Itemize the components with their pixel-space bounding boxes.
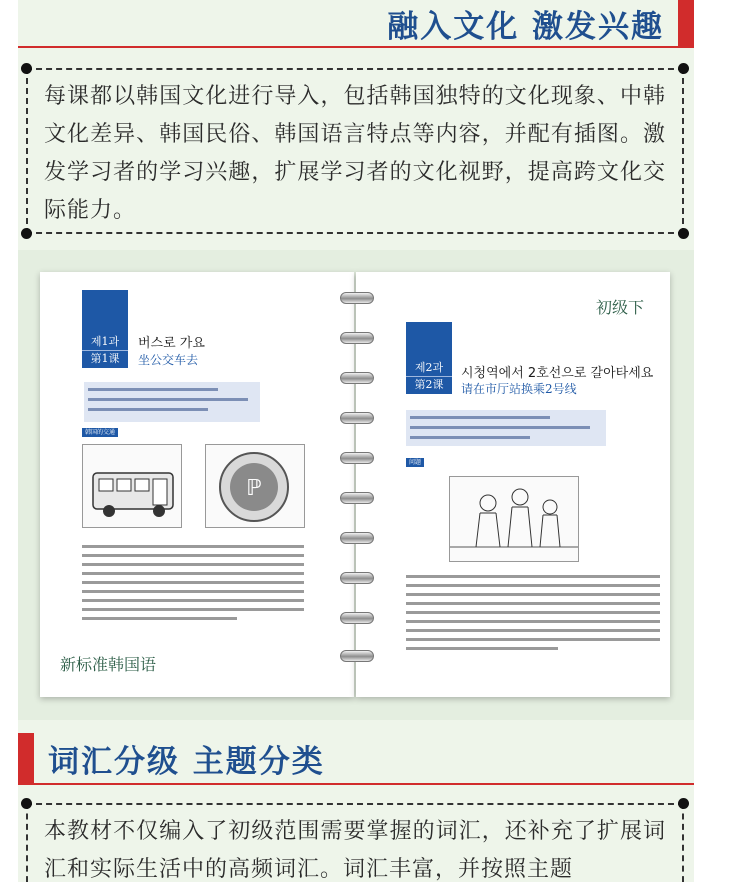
section-tag: 韩国的交通 xyxy=(82,428,118,437)
lesson-number-ko: 제2과 xyxy=(406,356,452,377)
subway-scene-illustration xyxy=(449,476,579,562)
corner-dot xyxy=(678,228,689,239)
lesson-number-zh: 第1课 xyxy=(90,352,120,365)
lesson-title-ko: 시청역에서 2호선으로 갈아타세요 xyxy=(461,366,654,381)
lesson-info-block xyxy=(406,410,606,446)
book-series-title: 新标准韩国语 xyxy=(60,655,157,674)
lesson-number-zh: 第2课 xyxy=(414,378,444,391)
corner-dot xyxy=(21,228,32,239)
lesson-info-block xyxy=(84,382,260,422)
lesson-title-zh: 坐公交车去 xyxy=(138,353,199,367)
corner-dot xyxy=(678,798,689,809)
section-title: 词汇分级 主题分类 xyxy=(48,743,325,780)
spiral-binding xyxy=(340,292,374,672)
bus-illustration xyxy=(82,444,182,528)
level-label: 初级下 xyxy=(596,298,645,317)
transit-card-illustration xyxy=(205,444,305,528)
corner-dot xyxy=(678,63,689,74)
corner-dot xyxy=(21,63,32,74)
section-tag: 问题 xyxy=(406,458,424,467)
vocabulary-description-box xyxy=(26,803,684,882)
lesson-title-zh: 请在市厅站换乘2号线 xyxy=(461,382,577,396)
section-title: 融入文化 激发兴趣 xyxy=(387,8,664,45)
svg-text:ℙ: ℙ xyxy=(246,476,262,501)
section-heading-culture xyxy=(18,0,694,46)
heading-underline xyxy=(18,783,694,785)
corner-dot xyxy=(21,798,32,809)
section-heading-vocabulary xyxy=(18,733,694,783)
body-text-placeholder xyxy=(82,545,304,626)
lesson-badge-left xyxy=(82,290,128,368)
vocabulary-description-text: 本教材不仅编入了初级范围需要掌握的词汇，还补充了扩展词汇和实际生活中的高频词汇。词汇丰富，并按照主题 xyxy=(44,819,666,882)
body-text-placeholder xyxy=(406,575,660,656)
heading-underline xyxy=(18,46,694,48)
culture-description-box xyxy=(26,68,684,234)
heading-accent-bar xyxy=(678,0,694,46)
heading-accent-bar xyxy=(18,733,34,783)
lesson-title-ko: 버스로 가요 xyxy=(138,336,205,351)
lesson-number-ko: 제1과 xyxy=(82,330,128,351)
lesson-badge-right xyxy=(406,322,452,394)
culture-description-text: 每课都以韩国文化进行导入，包括韩国独特的文化现象、中韩文化差异、韩国民俗、韩国语言特点等内容，并配有插图。激发学习者的学习兴趣，扩展学习者的文化视野，提高跨文化交际能力。 xyxy=(44,84,666,223)
